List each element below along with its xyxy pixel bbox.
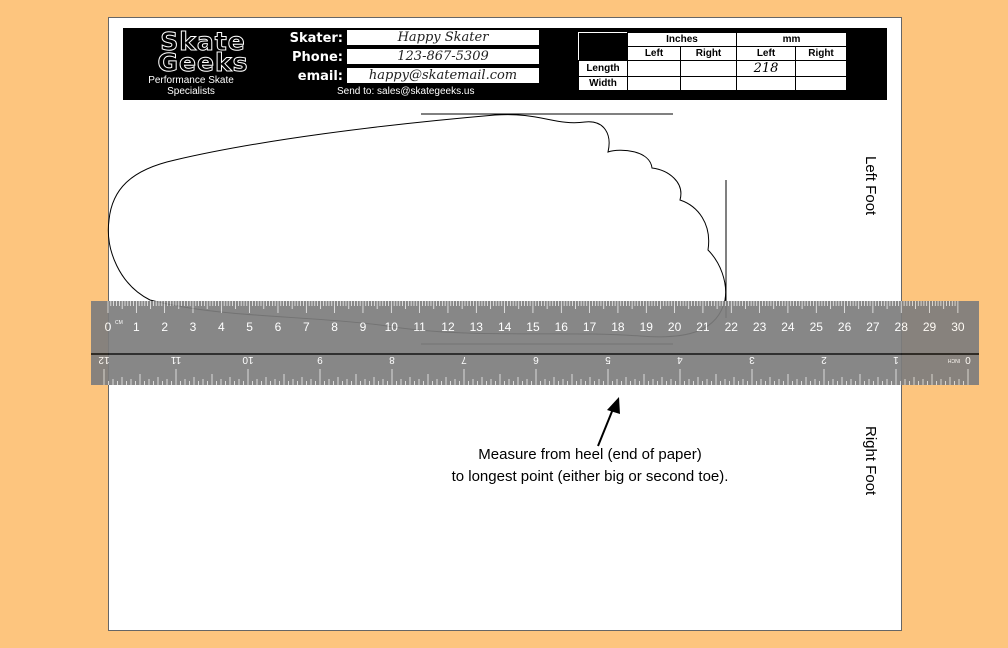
mm-left-header: Left: [737, 47, 796, 61]
left-foot-label: Left Foot: [862, 156, 879, 216]
inch-tick-label: 11: [170, 354, 182, 365]
inch-tick-label: 10: [242, 354, 254, 365]
cm-tick-label: 1: [132, 320, 140, 334]
inch-tick-label: 3: [749, 354, 755, 365]
cm-tick-label: 17: [582, 320, 597, 334]
cm-tick-label: 10: [384, 320, 398, 334]
mm-right-header: Right: [796, 47, 847, 61]
cm-tick-label: 28: [894, 320, 908, 334]
instructions-line-1: Measure from heel (end of paper): [478, 446, 702, 463]
length-mm-left-cell[interactable]: 218: [737, 61, 796, 77]
cm-tick-label: 25: [809, 320, 823, 334]
instructions-line-2: to longest point (either big or second toe).: [451, 468, 729, 485]
cm-tick-label: 22: [724, 320, 738, 334]
mm-header: mm: [737, 33, 847, 47]
inch-tick-label: 6: [533, 354, 539, 365]
cm-tick-label: 2: [161, 320, 169, 334]
cm-tick-label: 3: [189, 320, 197, 334]
logo-tagline-1: Performance Skate: [148, 75, 234, 86]
cm-tick-label: 26: [837, 320, 852, 334]
length-row-label: Length: [579, 61, 628, 77]
arrow-icon: [607, 397, 620, 414]
cm-tick-label: 19: [639, 320, 653, 334]
send-to-text: Send to: sales@skategeeks.us: [337, 86, 475, 97]
inch-tick-label: 12: [98, 354, 110, 365]
phone-field[interactable]: 123-867-5309: [347, 49, 539, 64]
cm-tick-label: 15: [526, 320, 540, 334]
inch-unit-label: INCH: [947, 357, 961, 363]
cm-tick-label: 16: [554, 320, 568, 334]
cm-tick-label: 14: [497, 320, 512, 334]
cm-tick-label: 29: [922, 320, 937, 334]
cm-tick-label: 13: [469, 320, 483, 334]
cm-tick-label: 27: [866, 320, 880, 334]
inch-tick-label: 8: [389, 354, 395, 365]
cm-tick-label: 0: [104, 320, 112, 334]
inch-tick-label: 5: [605, 354, 611, 365]
cm-tick-label: 12: [441, 320, 455, 334]
inch-tick-label: 4: [677, 354, 683, 365]
instructions: [420, 444, 760, 488]
cm-tick-label: 24: [781, 320, 795, 334]
inches-header: Inches: [628, 33, 737, 47]
email-field[interactable]: happy@skatemail.com: [347, 68, 539, 83]
phone-label: Phone:: [292, 50, 343, 65]
inch-tick-label: 1: [893, 354, 899, 365]
inch-tick-label: 9: [317, 354, 323, 365]
right-foot-label: Right Foot: [862, 426, 879, 496]
inches-right-header: Right: [681, 47, 737, 61]
cm-tick-label: 18: [611, 320, 625, 334]
cm-tick-label: 11: [413, 320, 426, 334]
logo-line-2: Geeks: [157, 48, 249, 77]
inch-tick-label: 7: [461, 354, 467, 365]
cm-tick-label: 20: [667, 320, 682, 334]
cm-tick-label: 23: [752, 320, 767, 334]
cm-tick-label: 21: [696, 320, 710, 334]
cm-tick-label: 5: [246, 320, 253, 334]
logo-line-1: Skate: [160, 27, 246, 56]
skater-label: Skater:: [289, 31, 343, 46]
cm-tick-label: 30: [951, 320, 965, 334]
width-row-label: Width: [579, 77, 628, 91]
cm-tick-label: 7: [302, 320, 310, 334]
email-label: email:: [297, 69, 343, 84]
inches-left-header: Left: [628, 47, 681, 61]
cm-tick-label: 9: [359, 320, 367, 334]
inch-tick-label: 0: [965, 354, 971, 365]
cm-tick-label: 8: [331, 320, 338, 334]
cm-tick-label: 6: [274, 320, 282, 334]
skater-field[interactable]: Happy Skater: [347, 30, 539, 45]
inch-tick-label: 2: [821, 354, 827, 365]
cm-tick-label: 4: [217, 320, 225, 334]
logo-tagline-2: Specialists: [167, 86, 215, 97]
cm-unit-label: CM: [115, 320, 123, 326]
